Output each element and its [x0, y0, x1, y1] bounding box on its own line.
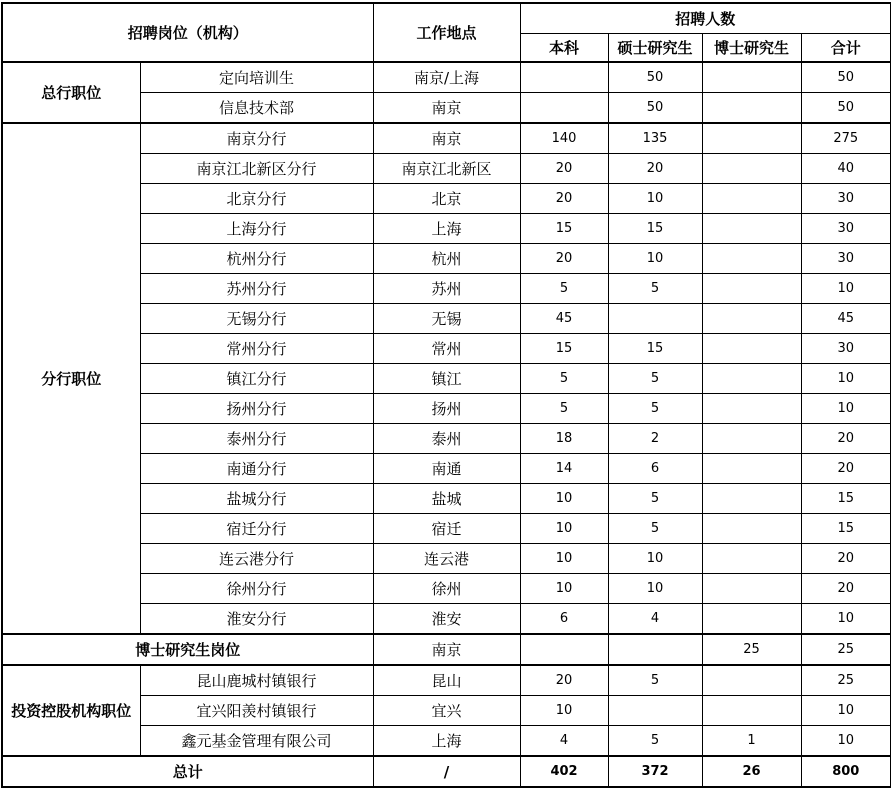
row-phd	[702, 454, 801, 484]
row-phd: 1	[702, 726, 801, 757]
row-phd	[702, 154, 801, 184]
row-phd: 25	[702, 634, 801, 665]
row-phd	[702, 274, 801, 304]
row-location: 无锡	[373, 304, 520, 334]
row-location: 杭州	[373, 244, 520, 274]
row-master	[608, 634, 702, 665]
row-phd	[702, 184, 801, 214]
row-master: 6	[608, 454, 702, 484]
row-bachelor: 10	[520, 484, 608, 514]
row-total: 20	[801, 424, 891, 454]
recruitment-table	[1, 2, 891, 788]
row-total: 10	[801, 696, 891, 726]
row-phd	[702, 604, 801, 635]
row-bachelor: 20	[520, 184, 608, 214]
row-location: 宿迁	[373, 514, 520, 544]
row-name: 北京分行	[140, 184, 373, 214]
row-name: 南京江北新区分行	[140, 154, 373, 184]
row-master: 10	[608, 544, 702, 574]
row-bachelor: 20	[520, 244, 608, 274]
row-master: 4	[608, 604, 702, 635]
row-master: 5	[608, 364, 702, 394]
row-phd	[702, 424, 801, 454]
table-row	[2, 634, 891, 665]
row-name: 淮安分行	[140, 604, 373, 635]
row-name: 镇江分行	[140, 364, 373, 394]
row-name: 苏州分行	[140, 274, 373, 304]
row-phd	[702, 394, 801, 424]
row-master: 5	[608, 484, 702, 514]
row-name: 上海分行	[140, 214, 373, 244]
row-total: 10	[801, 604, 891, 635]
summary-total: 800	[801, 756, 891, 787]
table-row	[2, 665, 891, 696]
row-bachelor: 14	[520, 454, 608, 484]
row-location: 盐城	[373, 484, 520, 514]
row-name: 杭州分行	[140, 244, 373, 274]
row-phd	[702, 514, 801, 544]
row-phd	[702, 484, 801, 514]
row-location: 常州	[373, 334, 520, 364]
row-name: 常州分行	[140, 334, 373, 364]
row-phd	[702, 304, 801, 334]
row-master: 5	[608, 274, 702, 304]
row-total: 10	[801, 394, 891, 424]
row-bachelor: 45	[520, 304, 608, 334]
header-master: 硕士研究生	[608, 34, 702, 63]
row-master: 5	[608, 665, 702, 696]
row-phd	[702, 62, 801, 93]
header-location: 工作地点	[373, 3, 520, 62]
row-location: 上海	[373, 214, 520, 244]
row-name: 盐城分行	[140, 484, 373, 514]
row-bachelor: 15	[520, 334, 608, 364]
row-bachelor: 18	[520, 424, 608, 454]
row-total: 275	[801, 123, 891, 154]
row-name: 无锡分行	[140, 304, 373, 334]
row-location: 南京/上海	[373, 62, 520, 93]
summary-master: 372	[608, 756, 702, 787]
row-bachelor	[520, 93, 608, 124]
row-master: 5	[608, 394, 702, 424]
summary-bachelor: 402	[520, 756, 608, 787]
row-master: 10	[608, 244, 702, 274]
header-count: 招聘人数	[520, 3, 891, 34]
row-phd	[702, 334, 801, 364]
row-location: 南京	[373, 123, 520, 154]
row-total: 30	[801, 334, 891, 364]
row-location: 北京	[373, 184, 520, 214]
row-bachelor: 15	[520, 214, 608, 244]
row-name: 昆山鹿城村镇银行	[140, 665, 373, 696]
row-total: 20	[801, 454, 891, 484]
row-phd	[702, 696, 801, 726]
row-phd	[702, 544, 801, 574]
row-total: 15	[801, 514, 891, 544]
row-master: 5	[608, 514, 702, 544]
row-bachelor: 6	[520, 604, 608, 635]
row-bachelor: 10	[520, 514, 608, 544]
row-total: 10	[801, 274, 891, 304]
row-total: 30	[801, 244, 891, 274]
row-name: 扬州分行	[140, 394, 373, 424]
row-master: 20	[608, 154, 702, 184]
row-bachelor: 10	[520, 574, 608, 604]
row-total: 45	[801, 304, 891, 334]
row-bachelor: 20	[520, 665, 608, 696]
row-name: 信息技术部	[140, 93, 373, 124]
summary-label: 总计	[2, 756, 373, 787]
row-phd	[702, 244, 801, 274]
row-phd	[702, 214, 801, 244]
row-phd	[702, 364, 801, 394]
row-location: 南京	[373, 634, 520, 665]
row-master: 10	[608, 184, 702, 214]
row-master	[608, 304, 702, 334]
row-phd	[702, 123, 801, 154]
row-total: 30	[801, 184, 891, 214]
row-total: 25	[801, 634, 891, 665]
row-bachelor: 10	[520, 544, 608, 574]
row-bachelor: 5	[520, 274, 608, 304]
row-master: 15	[608, 214, 702, 244]
header-position: 招聘岗位（机构）	[2, 3, 373, 62]
row-bachelor: 4	[520, 726, 608, 757]
row-location: 南通	[373, 454, 520, 484]
row-bachelor	[520, 62, 608, 93]
table-row	[2, 123, 891, 154]
table-row	[2, 62, 891, 93]
row-location: 镇江	[373, 364, 520, 394]
row-name: 鑫元基金管理有限公司	[140, 726, 373, 757]
summary-location: /	[373, 756, 520, 787]
row-location: 淮安	[373, 604, 520, 635]
row-location: 徐州	[373, 574, 520, 604]
row-bachelor: 140	[520, 123, 608, 154]
row-bachelor: 20	[520, 154, 608, 184]
header-bachelor: 本科	[520, 34, 608, 63]
row-name: 宿迁分行	[140, 514, 373, 544]
row-location: 苏州	[373, 274, 520, 304]
row-master: 5	[608, 726, 702, 757]
row-name: 定向培训生	[140, 62, 373, 93]
row-name: 泰州分行	[140, 424, 373, 454]
row-name: 南通分行	[140, 454, 373, 484]
row-master: 135	[608, 123, 702, 154]
row-total: 30	[801, 214, 891, 244]
row-location: 扬州	[373, 394, 520, 424]
row-location: 泰州	[373, 424, 520, 454]
row-name: 南京分行	[140, 123, 373, 154]
row-phd	[702, 93, 801, 124]
row-bachelor	[520, 634, 608, 665]
group-hq: 总行职位	[2, 62, 140, 123]
row-location: 连云港	[373, 544, 520, 574]
row-name: 徐州分行	[140, 574, 373, 604]
row-total: 40	[801, 154, 891, 184]
row-phd	[702, 665, 801, 696]
row-total: 20	[801, 544, 891, 574]
row-total: 25	[801, 665, 891, 696]
row-master: 50	[608, 93, 702, 124]
row-master: 2	[608, 424, 702, 454]
row-total: 10	[801, 726, 891, 757]
row-location: 南京	[373, 93, 520, 124]
row-bachelor: 5	[520, 394, 608, 424]
row-master: 10	[608, 574, 702, 604]
row-location: 宜兴	[373, 696, 520, 726]
header-phd: 博士研究生	[702, 34, 801, 63]
row-total: 50	[801, 93, 891, 124]
row-phd	[702, 574, 801, 604]
header-total: 合计	[801, 34, 891, 63]
row-total: 50	[801, 62, 891, 93]
row-total: 15	[801, 484, 891, 514]
summary-row	[2, 756, 891, 787]
row-name: 宜兴阳羡村镇银行	[140, 696, 373, 726]
row-bachelor: 10	[520, 696, 608, 726]
group-invest: 投资控股机构职位	[2, 665, 140, 756]
row-master: 15	[608, 334, 702, 364]
row-location: 南京江北新区	[373, 154, 520, 184]
row-total: 10	[801, 364, 891, 394]
row-master	[608, 696, 702, 726]
row-location: 上海	[373, 726, 520, 757]
row-total: 20	[801, 574, 891, 604]
group-phd-post: 博士研究生岗位	[2, 634, 373, 665]
row-bachelor: 5	[520, 364, 608, 394]
summary-phd: 26	[702, 756, 801, 787]
group-branch: 分行职位	[2, 123, 140, 634]
row-name: 连云港分行	[140, 544, 373, 574]
row-master: 50	[608, 62, 702, 93]
row-location: 昆山	[373, 665, 520, 696]
